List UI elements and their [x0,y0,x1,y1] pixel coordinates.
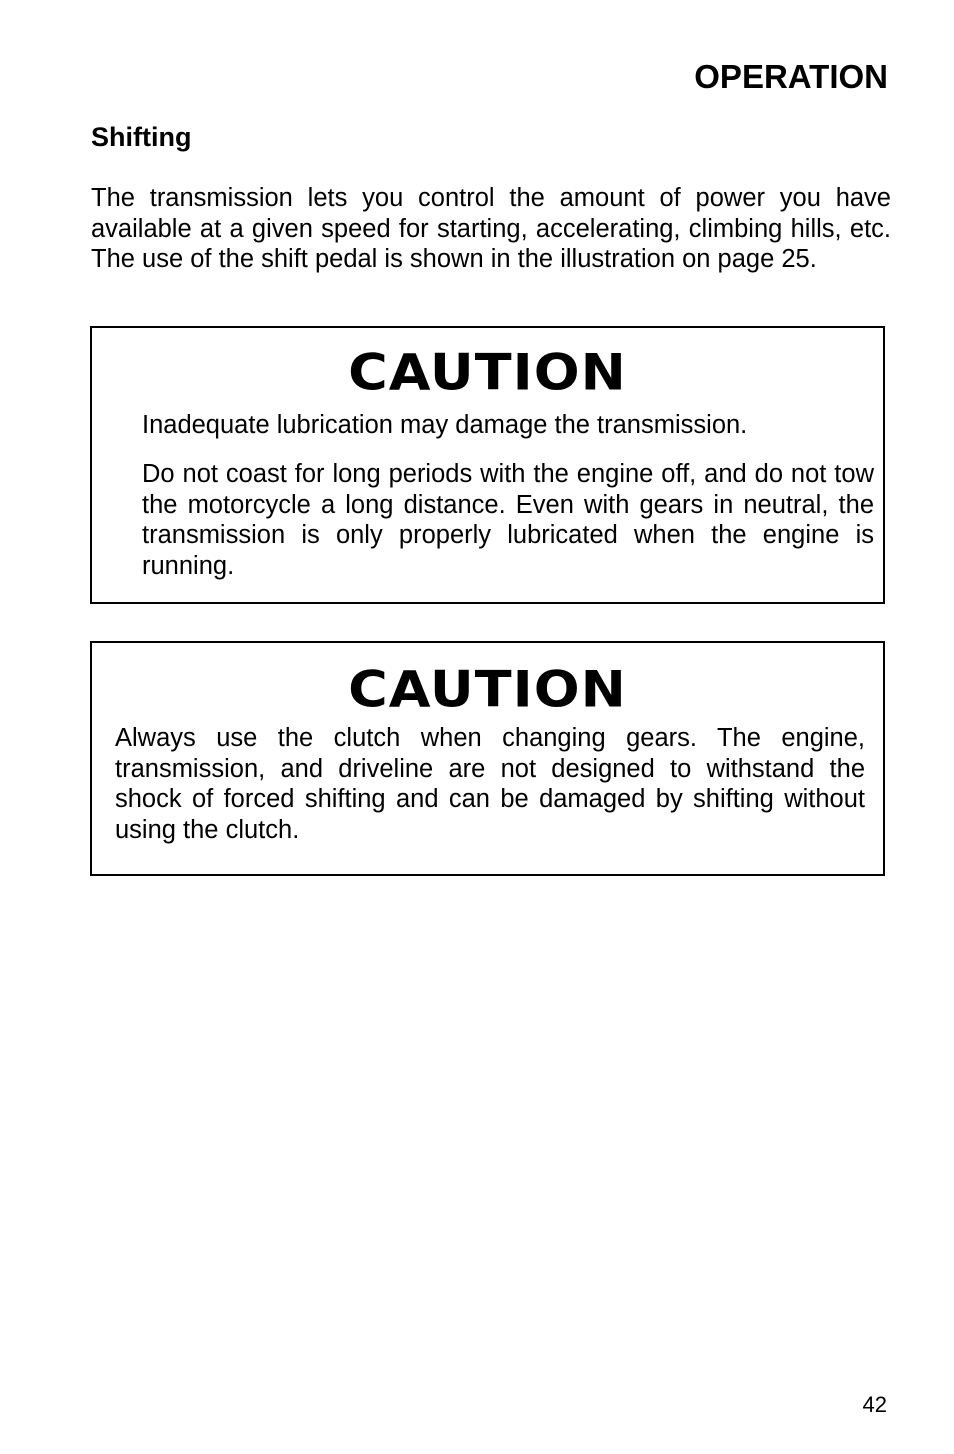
section-header: OPERATION [694,58,888,95]
intro-paragraph: The transmission lets you control the amount of power you have available at a given speed for starting, accelerating, climbing hills, etc. The use of the shift pedal is shown in the illustration on page 25. [91,184,891,273]
caution-box-clutch [90,641,885,876]
page-number: 42 [862,1392,887,1417]
caution-paragraph: Do not coast for long periods with the engine off, and do not tow the motorcycle a long distance. Even with gears in neutral, the transmission is only properly lubricated when the engine is running. [142,460,874,580]
caution-box-lubrication [90,326,885,604]
caution-title: CAUTION [348,660,627,719]
page-heading: Shifting [91,122,192,152]
caution-paragraph: Inadequate lubrication may damage the transmission. [142,411,748,439]
caution-paragraph: Always use the clutch when changing gears. The engine, transmission, and driveline are not designed to withstand the shock of forced shifting and can be damaged by shifting without using the clutch. [115,724,865,844]
caution-title: CAUTION [348,343,627,402]
